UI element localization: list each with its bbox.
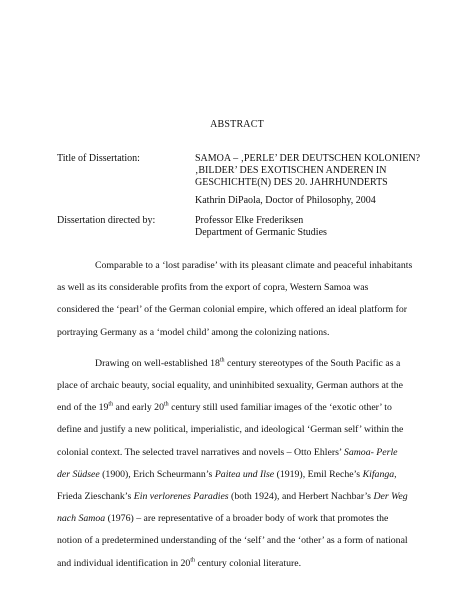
text-line: nach Samoa (1976) – are representative of a broader body of work that promotes the — [57, 513, 389, 525]
abstract-body — [57, 255, 427, 575]
text-line: Frieda Zieschank’s Ein verlorenes Paradies (both 1924), and Herbert Nachbar’s Der Weg — [57, 491, 408, 503]
text-line: place of archaic beauty, social equality, and uninhibited sexuality, German authors at the — [57, 380, 404, 392]
title-label: Title of Dissertation: — [57, 153, 140, 164]
text-line: portraying Germany as a ‘model child’ among the colonizing nations. — [57, 326, 330, 338]
paragraph-1 — [57, 255, 427, 344]
text-line: as well as its considerable profits from the export of copra, Western Samoa was — [57, 282, 369, 294]
author-line: Kathrin DiPaola, Doctor of Philosophy, 2004 — [195, 195, 376, 206]
text-line: considered the ‘pearl’ of the German colonial empire, which offered an ideal platform for — [57, 304, 407, 316]
director-info — [195, 215, 455, 239]
text-line: notion of a predetermined understanding of the ‘self’ and the ‘other’ as a form of national — [57, 535, 408, 547]
paragraph-2 — [57, 353, 427, 575]
title-line: GESCHICHTE(N) DES 20. JAHRHUNDERTS — [195, 177, 388, 188]
text-line: define and justify a new political, imperialistic, and ideological ‘German self’ within the — [57, 424, 404, 436]
director-line: Department of Germanic Studies — [195, 227, 327, 238]
text-line: colonial context. The selected travel narratives and novels – Otto Ehlers’ Samoa- Perle — [57, 446, 398, 458]
dissertation-title — [195, 153, 455, 189]
text-line: and individual identification in 20th century colonial literature. — [57, 557, 302, 569]
text-line: der Südsee (1900), Erich Scheurmann’s Paitea und Ilse (1919), Emil Reche’s Kifanga, — [57, 468, 397, 480]
director-label: Dissertation directed by: — [57, 215, 156, 226]
text-line: Drawing on well-established 18th century stereotypes of the South Pacific as a — [95, 357, 401, 369]
title-line: SAMOA – ‚PERLE’ DER DEUTSCHEN KOLONIEN? — [195, 153, 421, 164]
text-line: Comparable to a ‘lost paradise’ with its pleasant climate and peaceful inhabitants — [95, 260, 413, 271]
abstract-heading: ABSTRACT — [210, 119, 264, 130]
director-line: Professor Elke Frederiksen — [195, 215, 304, 226]
title-line: ‚BILDER’ DES EXOTISCHEN ANDEREN IN — [195, 165, 387, 176]
text-line: end of the 19th and early 20th century still used familiar images of the ‘exotic other’ to — [57, 401, 392, 414]
